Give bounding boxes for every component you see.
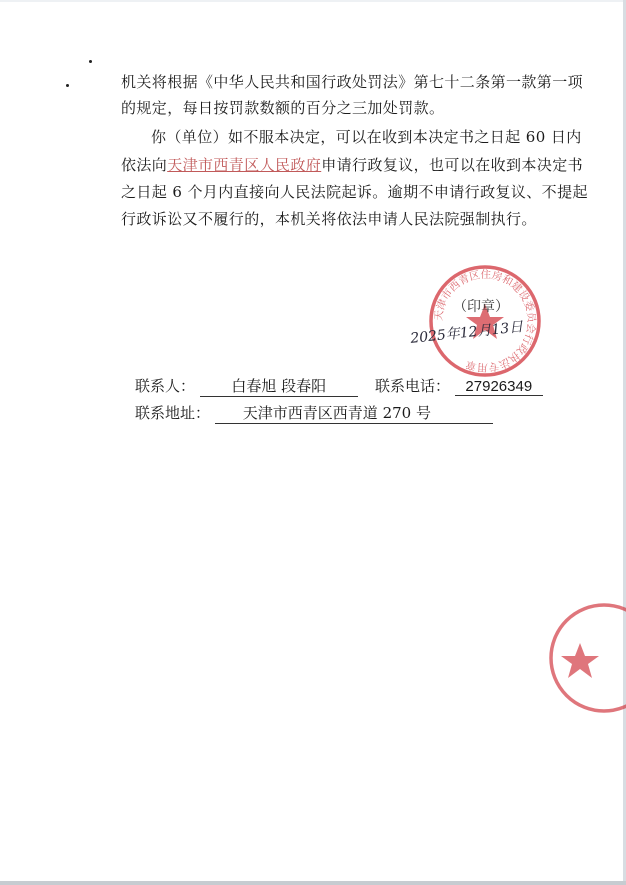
contact-phone-label: 联系电话： — [375, 377, 451, 395]
body-line-4-prefix: 依法向 — [121, 156, 168, 174]
body-line-1: 机关将根据《中华人民共和国行政处罚法》第七十二条第一款第一项 — [121, 73, 584, 91]
svg-text:天津市西青区住房和建设委员会行政执法专用章: 天津市西青区住房和建设委员会行政执法专用章 — [432, 268, 538, 374]
contact-phone-row — [375, 375, 543, 396]
body-line-6: 行政诉讼又不履行的，本机关将依法申请人民法院强制执行。 — [121, 210, 537, 228]
body-line-2: 的规定，每日按罚款数额的百分之三加处罚款。 — [121, 99, 445, 117]
government-name-link: 天津市西青区人民政府 — [167, 156, 322, 174]
scan-speck — [89, 60, 92, 63]
body-line-4 — [121, 156, 583, 174]
body-line-5: 之日起 6 个月内直接向人民法院起诉。逾期不申请行政复议、不提起 — [121, 183, 588, 201]
contact-person-value: 白春旭 段春阳 — [200, 375, 358, 397]
contact-address-label: 联系地址： — [135, 404, 211, 422]
scan-speck — [66, 84, 69, 87]
seam-seal-star-icon — [561, 643, 599, 678]
handwritten-date: 2025年12月13日 — [409, 319, 524, 347]
seam-seal-fragment — [544, 598, 626, 718]
body-line-4-suffix: 申请行政复议，也可以在收到本决定书 — [321, 156, 584, 174]
contact-phone-value: 27926349 — [455, 378, 543, 396]
contact-person-row — [135, 375, 358, 397]
contact-person-label: 联系人： — [135, 377, 196, 395]
contact-address-value: 天津市西青区西青道 270 号 — [215, 402, 493, 424]
scan-edge-top — [0, 0, 626, 2]
body-line-3: 你（单位）如不服本决定，可以在收到本决定书之日起 60 日内 — [151, 128, 582, 146]
contact-address-row — [135, 402, 493, 424]
seal-label: （印章） — [453, 299, 509, 315]
scan-edge-bottom — [0, 881, 626, 885]
